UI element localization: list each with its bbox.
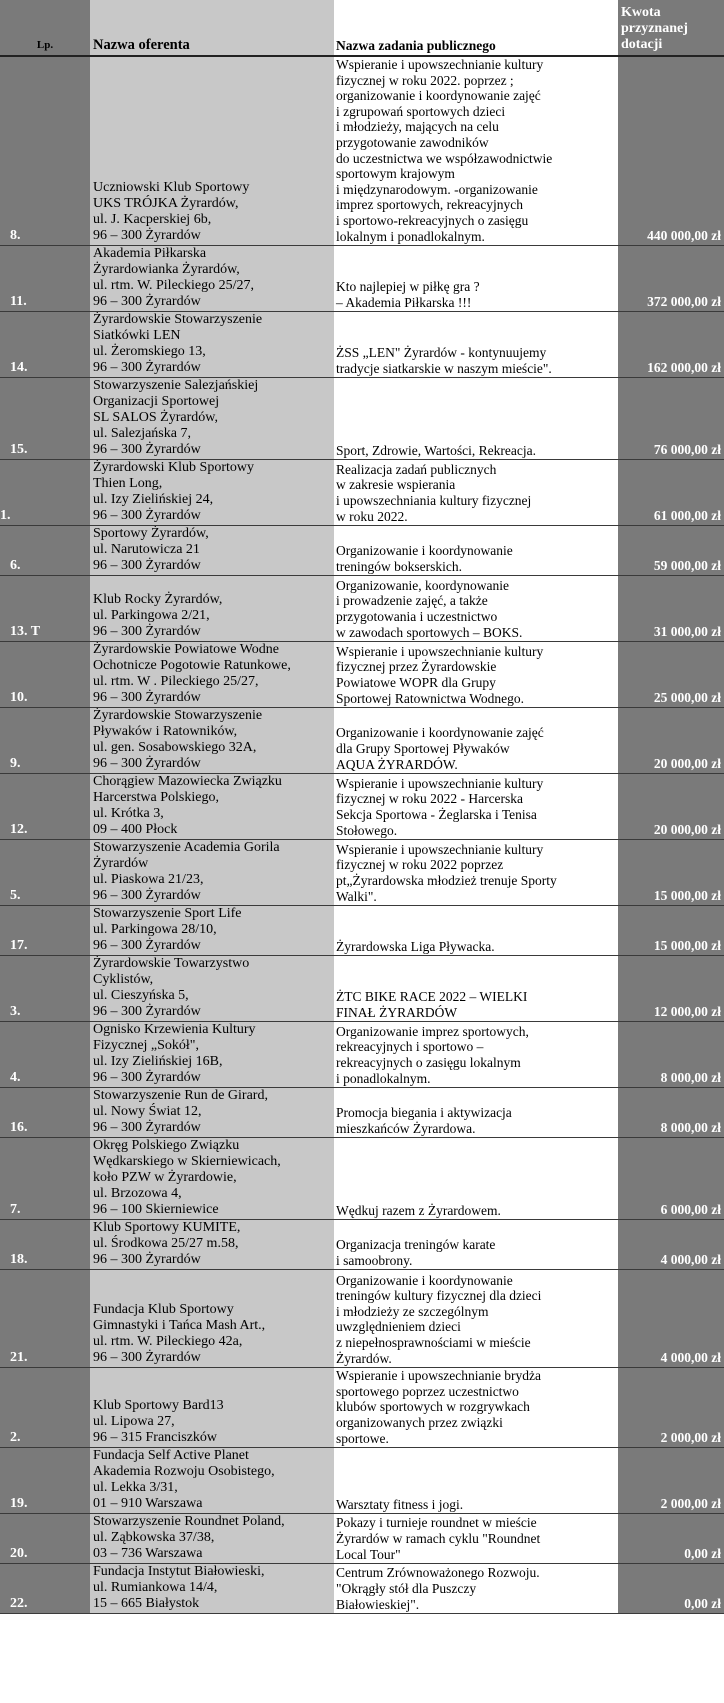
table-row [0, 774, 724, 840]
row-applicant: Fundacja Instytut Białowieski, ul. Rumiankowa 14/4, 15 – 665 Białystok [90, 1564, 334, 1614]
row-lp: 4. [0, 1022, 90, 1088]
row-task: Kto najlepiej w piłkę gra ? – Akademia Piłkarska !!! [334, 246, 618, 312]
row-amount: 4 000,00 zł [618, 1270, 724, 1368]
row-task: Warsztaty fitness i jogi. [334, 1448, 618, 1514]
row-lp: 5. [0, 840, 90, 906]
row-lp: 16. [0, 1088, 90, 1138]
row-task: Organizowanie imprez sportowych, rekreacyjnych i sportowo – rekreacyjnych o zasięgu lokalnym i ponadlokalnym. [334, 1022, 618, 1088]
row-task: Wspieranie i upowszechnianie kultury fizycznej przez Żyrardowskie Powiatowe WOPR dla Grupy Sportowej Ratownictwa Wodnego. [334, 642, 618, 708]
row-task: Promocja biegania i aktywizacja mieszkańców Żyrardowa. [334, 1088, 618, 1138]
row-lp: 14. [0, 312, 90, 378]
table-row [0, 1514, 724, 1564]
row-lp: 3. [0, 956, 90, 1022]
table-row [0, 576, 724, 642]
table-row [0, 526, 724, 576]
row-task: Żyrardowska Liga Pływacka. [334, 906, 618, 956]
row-amount: 8 000,00 zł [618, 1022, 724, 1088]
row-task: Organizowanie i koordynowanie zajęć dla Grupy Sportowej Pływaków AQUA ŻYRARDÓW. [334, 708, 618, 774]
row-amount: 4 000,00 zł [618, 1220, 724, 1270]
table-row [0, 1270, 724, 1368]
row-task: Sport, Zdrowie, Wartości, Rekreacja. [334, 378, 618, 460]
row-applicant: Żyrardowskie Powiatowe Wodne Ochotnicze Pogotowie Ratunkowe, ul. rtm. W . Pileckiego 25/27, 96 – 300 Żyrardów [90, 642, 334, 708]
row-amount: 15 000,00 zł [618, 840, 724, 906]
table-row [0, 1138, 724, 1220]
row-applicant: Fundacja Klub Sportowy Gimnastyki i Tańca Mash Art., ul. rtm. W. Pileckiego 42a, 96 – 300 Żyrardów [90, 1270, 334, 1368]
row-amount: 76 000,00 zł [618, 378, 724, 460]
row-applicant: Uczniowski Klub Sportowy UKS TRÓJKA Żyrardów, ul. J. Kacperskiej 6b, 96 – 300 Żyrardów [90, 56, 334, 246]
row-lp: 6. [0, 526, 90, 576]
row-amount: 25 000,00 zł [618, 642, 724, 708]
table-row [0, 312, 724, 378]
header-name: Nazwa oferenta [90, 0, 334, 56]
row-applicant: Stowarzyszenie Sport Life ul. Parkingowa 28/10, 96 – 300 Żyrardów [90, 906, 334, 956]
table-row [0, 1022, 724, 1088]
row-amount: 20 000,00 zł [618, 774, 724, 840]
row-amount: 12 000,00 zł [618, 956, 724, 1022]
table-row [0, 956, 724, 1022]
row-lp: 10. [0, 642, 90, 708]
table-row [0, 1448, 724, 1514]
row-lp: 9. [0, 708, 90, 774]
row-lp: 8. [0, 56, 90, 246]
row-lp: 2. [0, 1368, 90, 1448]
table-row [0, 1220, 724, 1270]
row-task: Organizowanie i koordynowanie treningów kultury fizycznej dla dzieci i młodzieży ze szczególnym uwzględnieniem dzieci z niepełnosprawnościami w mieście Żyrardów. [334, 1270, 618, 1368]
row-amount: 0,00 zł [618, 1514, 724, 1564]
row-task: Wspieranie i upowszechnianie kultury fizycznej w roku 2022. poprzez ; organizowanie i koordynowanie zajęć i zgrupowań sportowych dzieci i młodzieży, mających na celu przygotowanie zawodników do uczestnictwa we współzawodnictwie sportowym krajowym i międzynarodowym. -organizowanie imprez sportowych, rekreacyjnych i sportowo-rekreacyjnych o zasięgu lokalnym i ponadlokalnym. [334, 56, 618, 246]
row-amount: 31 000,00 zł [618, 576, 724, 642]
row-applicant: Okręg Polskiego Związku Wędkarskiego w Skierniewicach, koło PZW w Żyrardowie, ul. Brzozowa 4, 96 – 100 Skierniewice [90, 1138, 334, 1220]
table-header [0, 0, 724, 56]
table-row [0, 56, 724, 246]
row-applicant: Klub Sportowy Bard13 ul. Lipowa 27, 96 – 315 Franciszków [90, 1368, 334, 1448]
row-task: Wspieranie i upowszechnianie kultury fizycznej w roku 2022 - Harcerska Sekcja Sportowa - Żeglarska i Tenisa Stołowego. [334, 774, 618, 840]
row-applicant: Żyrardowskie Stowarzyszenie Siatkówki LEN ul. Żeromskiego 13, 96 – 300 Żyrardów [90, 312, 334, 378]
row-task: Centrum Zrównoważonego Rozwoju. "Okrągły stół dla Puszczy Białowieskiej". [334, 1564, 618, 1614]
table-row [0, 1368, 724, 1448]
row-applicant: Stowarzyszenie Salezjańskiej Organizacji Sportowej SL SALOS Żyrardów, ul. Salezjańska 7, 96 – 300 Żyrardów [90, 378, 334, 460]
row-amount: 6 000,00 zł [618, 1138, 724, 1220]
table-row [0, 642, 724, 708]
table-row [0, 1564, 724, 1614]
row-applicant: Stowarzyszenie Academia Gorila Żyrardów ul. Piaskowa 21/23, 96 – 300 Żyrardów [90, 840, 334, 906]
header-lp: Lp. [0, 0, 90, 56]
table-row [0, 906, 724, 956]
row-amount: 61 000,00 zł [618, 460, 724, 526]
row-amount: 0,00 zł [618, 1564, 724, 1614]
row-amount: 20 000,00 zł [618, 708, 724, 774]
row-applicant: Akademia Piłkarska Żyrardowianka Żyrardów, ul. rtm. W. Pileckiego 25/27, 96 – 300 Żyrardów [90, 246, 334, 312]
row-applicant: Stowarzyszenie Run de Girard, ul. Nowy Świat 12, 96 – 300 Żyrardów [90, 1088, 334, 1138]
row-lp: 18. [0, 1220, 90, 1270]
row-amount: 59 000,00 zł [618, 526, 724, 576]
row-lp: 12. [0, 774, 90, 840]
row-amount: 440 000,00 zł [618, 56, 724, 246]
row-task: ŻTC BIKE RACE 2022 – WIELKI FINAŁ ŻYRARDÓW [334, 956, 618, 1022]
row-applicant: Klub Sportowy KUMITE, ul. Środkowa 25/27 m.58, 96 – 300 Żyrardów [90, 1220, 334, 1270]
row-task: Wspieranie i upowszechnianie brydża sportowego poprzez uczestnictwo klubów sportowych w rozgrywkach organizowanych przez związki sportowe. [334, 1368, 618, 1448]
row-applicant: Stowarzyszenie Roundnet Poland, ul. Ząbkowska 37/38, 03 – 736 Warszawa [90, 1514, 334, 1564]
table-row [0, 708, 724, 774]
table-row [0, 378, 724, 460]
row-lp: 13. T [0, 576, 90, 642]
row-lp: 17. [0, 906, 90, 956]
table-row [0, 246, 724, 312]
row-lp: 19. [0, 1448, 90, 1514]
row-amount: 8 000,00 zł [618, 1088, 724, 1138]
table-row [0, 460, 724, 526]
row-applicant: Żyrardowski Klub Sportowy Thien Long, ul. Izy Zielińskiej 24, 96 – 300 Żyrardów [90, 460, 334, 526]
row-task: Wędkuj razem z Żyrardowem. [334, 1138, 618, 1220]
row-lp: 11. [0, 246, 90, 312]
row-amount: 162 000,00 zł [618, 312, 724, 378]
row-applicant: Fundacja Self Active Planet Akademia Rozwoju Osobistego, ul. Lekka 3/31, 01 – 910 Warszawa [90, 1448, 334, 1514]
row-applicant: Ognisko Krzewienia Kultury Fizycznej „Sokół", ul. Izy Zielińskiej 16B, 96 – 300 Żyrardów [90, 1022, 334, 1088]
row-amount: 2 000,00 zł [618, 1448, 724, 1514]
table-row [0, 840, 724, 906]
row-lp: 15. [0, 378, 90, 460]
row-task: Realizacja zadań publicznych w zakresie wspierania i upowszechniania kultury fizycznej w roku 2022. [334, 460, 618, 526]
row-lp: 20. [0, 1514, 90, 1564]
row-applicant: Chorągiew Mazowiecka Związku Harcerstwa Polskiego, ul. Krótka 3, 09 – 400 Płock [90, 774, 334, 840]
row-applicant: Klub Rocky Żyrardów, ul. Parkingowa 2/21, 96 – 300 Żyrardów [90, 576, 334, 642]
row-amount: 372 000,00 zł [618, 246, 724, 312]
row-task: ŻSS „LEN" Żyrardów - kontynuujemy tradycje siatkarskie w naszym mieście". [334, 312, 618, 378]
row-amount: 2 000,00 zł [618, 1368, 724, 1448]
header-amount: Kwota przyznanej dotacji [618, 0, 724, 56]
row-lp: 21. [0, 1270, 90, 1368]
row-applicant: Sportowy Żyrardów, ul. Narutowicza 21 96 – 300 Żyrardów [90, 526, 334, 576]
row-lp: 7. [0, 1138, 90, 1220]
row-task: Wspieranie i upowszechnianie kultury fizycznej w roku 2022 poprzez pt„Żyrardowska młodzież trenuje Sporty Walki". [334, 840, 618, 906]
row-task: Organizacja treningów karate i samoobrony. [334, 1220, 618, 1270]
table-row [0, 1088, 724, 1138]
row-lp: 22. [0, 1564, 90, 1614]
row-lp: 1. [0, 460, 90, 526]
row-task: Pokazy i turnieje roundnet w mieście Żyrardów w ramach cyklu "Roundnet Local Tour" [334, 1514, 618, 1564]
row-task: Organizowanie i koordynowanie treningów bokserskich. [334, 526, 618, 576]
table-body [0, 56, 724, 1614]
header-task: Nazwa zadania publicznego [334, 0, 618, 56]
row-applicant: Żyrardowskie Towarzystwo Cyklistów, ul. Cieszyńska 5, 96 – 300 Żyrardów [90, 956, 334, 1022]
row-amount: 15 000,00 zł [618, 906, 724, 956]
row-applicant: Żyrardowskie Stowarzyszenie Pływaków i Ratowników, ul. gen. Sosabowskiego 32A, 96 – 300 Żyrardów [90, 708, 334, 774]
row-task: Organizowanie, koordynowanie i prowadzenie zajęć, a także przygotowania i uczestnictwo w zawodach sportowych – BOKS. [334, 576, 618, 642]
